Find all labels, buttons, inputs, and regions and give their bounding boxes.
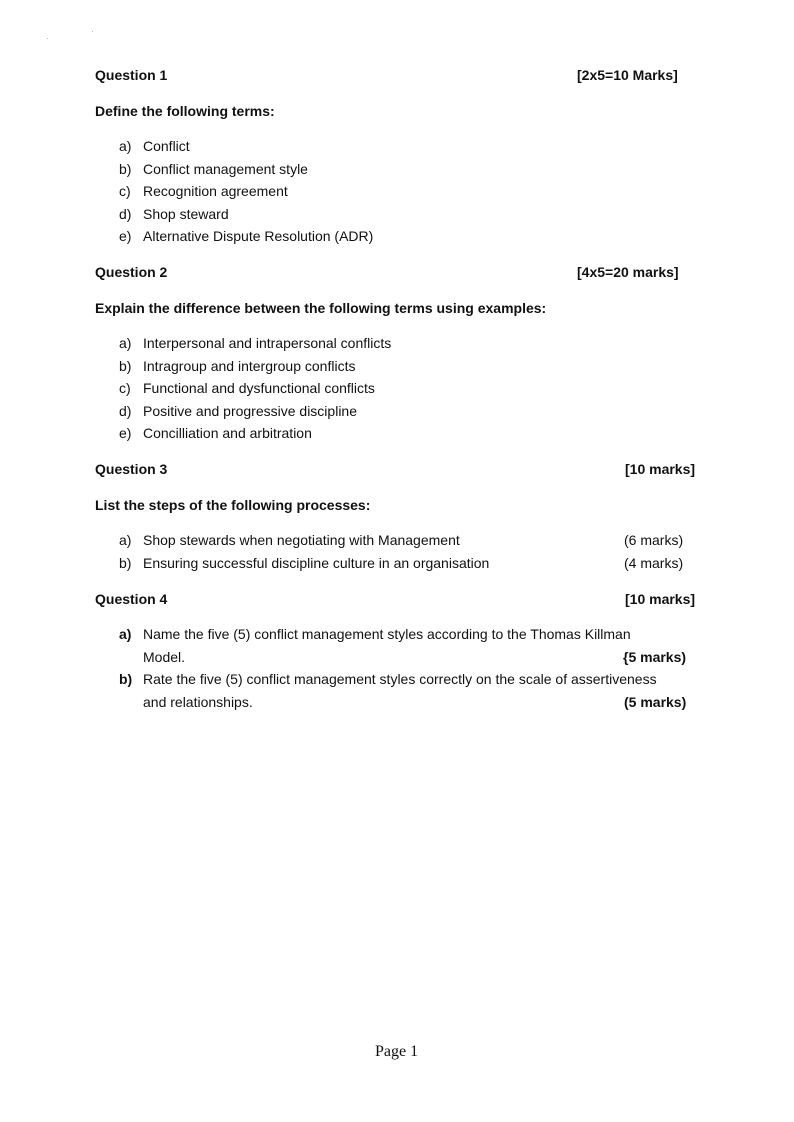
- q1-item-text: Alternative Dispute Resolution (ADR): [143, 228, 374, 244]
- q4-item-letter: b): [119, 671, 133, 687]
- q4-item-marks: (5 marks): [624, 694, 687, 710]
- question-4-marks: [10 marks]: [625, 591, 696, 607]
- question-2-marks: [4x5=20 marks]: [577, 264, 679, 280]
- q4-item-text-line1: Name the five (5) conflict management styles according to the Thomas Killman: [143, 626, 631, 642]
- q2-item-letter: d): [119, 403, 132, 419]
- q2-item-letter: e): [119, 425, 132, 441]
- q3-item-marks: (4 marks): [624, 555, 684, 571]
- page-number: Page 1: [375, 1043, 419, 1060]
- question-2-instruction: Explain the difference between the following terms using examples:: [95, 300, 547, 316]
- q2-item-text: Concilliation and arbitration: [143, 425, 312, 441]
- q1-item-text: Shop steward: [143, 206, 229, 222]
- q2-item-letter: c): [119, 380, 131, 396]
- q4-item-text-line1: Rate the five (5) conflict management styles correctly on the scale of assertiveness: [143, 671, 657, 687]
- q3-item-text: Ensuring successful discipline culture in an organisation: [143, 555, 490, 571]
- question-3-marks: [10 marks]: [625, 461, 696, 477]
- q4-item-marks: {5 marks): [623, 649, 687, 665]
- q1-item-letter: e): [119, 228, 132, 244]
- q3-item-text: Shop stewards when negotiating with Management: [143, 532, 460, 548]
- q2-item-text: Intragroup and intergroup conflicts: [143, 358, 356, 374]
- question-1-instruction: Define the following terms:: [95, 103, 275, 119]
- q1-item-letter: d): [119, 206, 132, 222]
- q4-item-letter: a): [119, 626, 132, 642]
- question-1-marks: [2x5=10 Marks]: [577, 67, 678, 83]
- q2-item-text: Interpersonal and intrapersonal conflicts: [143, 335, 392, 351]
- question-3-title: Question 3: [95, 461, 168, 477]
- question-3-instruction: List the steps of the following processes:: [95, 497, 371, 513]
- q1-item-letter: c): [119, 183, 131, 199]
- q1-item-letter: b): [119, 161, 132, 177]
- q2-item-text: Positive and progressive discipline: [143, 403, 357, 419]
- q3-item-letter: b): [119, 555, 132, 571]
- q1-item-text: Conflict: [143, 138, 190, 154]
- q1-item-letter: a): [119, 138, 132, 154]
- question-4-title: Question 4: [95, 591, 168, 607]
- scan-speck: [92, 31, 93, 32]
- q2-item-text: Functional and dysfunctional conflicts: [143, 380, 375, 396]
- question-1-title: Question 1: [95, 67, 168, 83]
- q3-item-letter: a): [119, 532, 132, 548]
- q1-item-text: Recognition agreement: [143, 183, 288, 199]
- q4-item-text-line2: Model.: [143, 649, 186, 665]
- scan-speck: [47, 38, 48, 39]
- q1-item-text: Conflict management style: [143, 161, 308, 177]
- question-2-title: Question 2: [95, 264, 168, 280]
- q2-item-letter: b): [119, 358, 132, 374]
- q2-item-letter: a): [119, 335, 132, 351]
- q4-item-text-line2: and relationships.: [143, 694, 253, 710]
- q3-item-marks: (6 marks): [624, 532, 684, 548]
